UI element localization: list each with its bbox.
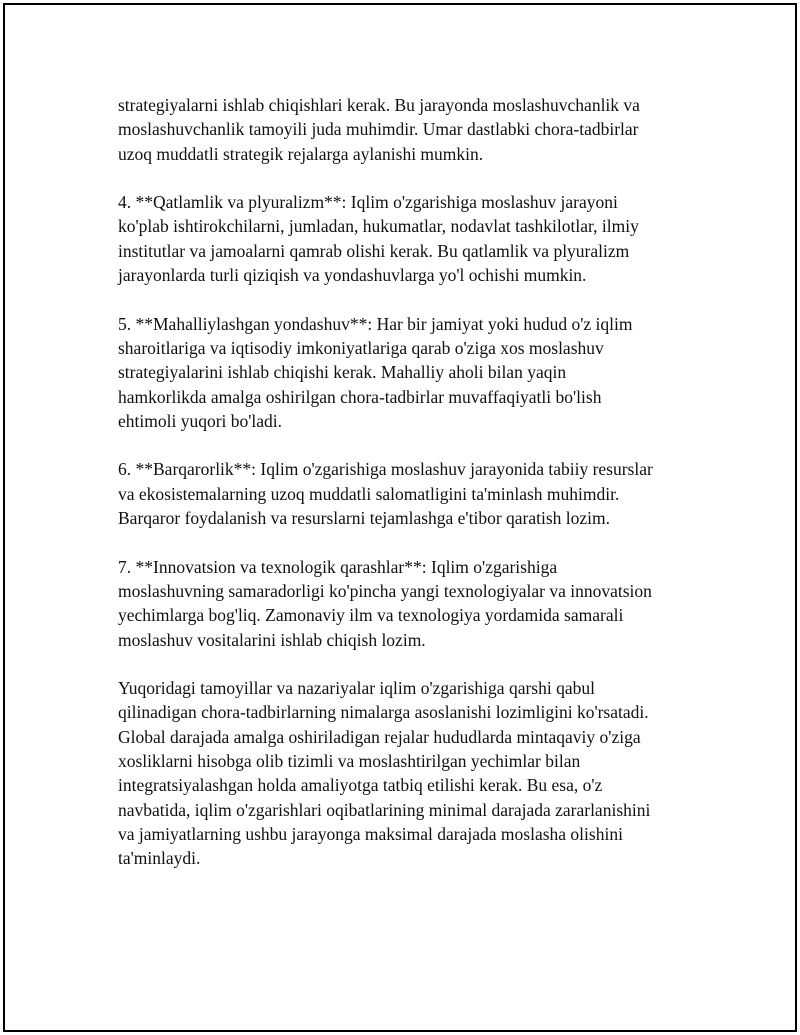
- document-body: [118, 93, 698, 895]
- paragraph-conclusion: Yuqoridagi tamoyillar va nazariyalar iqlim o'zgarishiga qarshi qabul qilinadigan chora-tadbirlarning nimalarga asoslanishi lozimligini ko'rsatadi. Global darajada amalga oshiriladigan rejalar hududlarda mintaqaviy o'ziga xosliklarni hisobga olib tizimli va moslashtirilgan yechimlar bilan integratsiyalashgan holda amaliyotga tatbiq etilishi kerak. Bu esa, o'z navbatida, iqlim o'zgarishlari oqibatlarining minimal darajada zararlanishini va jamiyatlarning ushbu jarayonga maksimal darajada moslasha olishini ta'minlaydi.: [118, 678, 651, 869]
- paragraph-item-5: 5. **Mahalliylashgan yondashuv**: Har bir jamiyat yoki hudud o'z iqlim sharoitlariga va iqtisodiy imkoniyatlariga qarab o'ziga xos moslashuv strategiyalarini ishlab chiqishi kerak. Mahalliy aholi bilan yaqin hamkorlikda amalga oshirilgan chora-tadbirlar muvaffaqiyatli bo'lish ehtimoli yuqori bo'ladi.: [118, 313, 633, 431]
- paragraph-item-4: 4. **Qatlamlik va plyuralizm**: Iqlim o'zgarishiga moslashuv jarayoni ko'plab ishtirokchilarni, jumladan, hukumatlar, nodavlat tashkilotlar, ilmiy institutlar va jamoalarni qamrab olishi kerak. Bu qatlamlik va plyuralizm jarayonlarda turli qiziqish va yondashuvlarga yo'l ochishi mumkin.: [118, 192, 639, 286]
- paragraph-item-7: 7. **Innovatsion va texnologik qarashlar**: Iqlim o'zgarishiga moslashuvning samaradorligi ko'pincha yangi texnologiyalar va innovatsion yechimlarga bog'liq. Zamonaviy ilm va texnologiya yordamida samarali moslashuv vositalarini ishlab chiqish lozim.: [118, 556, 652, 650]
- paragraph-item-6: 6. **Barqarorlik**: Iqlim o'zgarishiga moslashuv jarayonida tabiiy resurslar va ekosistemalarning uzoq muddatli salomatligini ta'minlash muhimdir. Barqaror foydalanish va resurslarni tejamlashga e'tibor qaratish lozim.: [118, 459, 653, 529]
- paragraph-continuation: strategiyalarni ishlab chiqishlari kerak. Bu jarayonda moslashuvchanlik va moslashuvchanlik tamoyili juda muhimdir. Umar dastlabki chora-tadbirlar uzoq muddatli strategik rejalarga aylanishi mumkin.: [118, 95, 640, 164]
